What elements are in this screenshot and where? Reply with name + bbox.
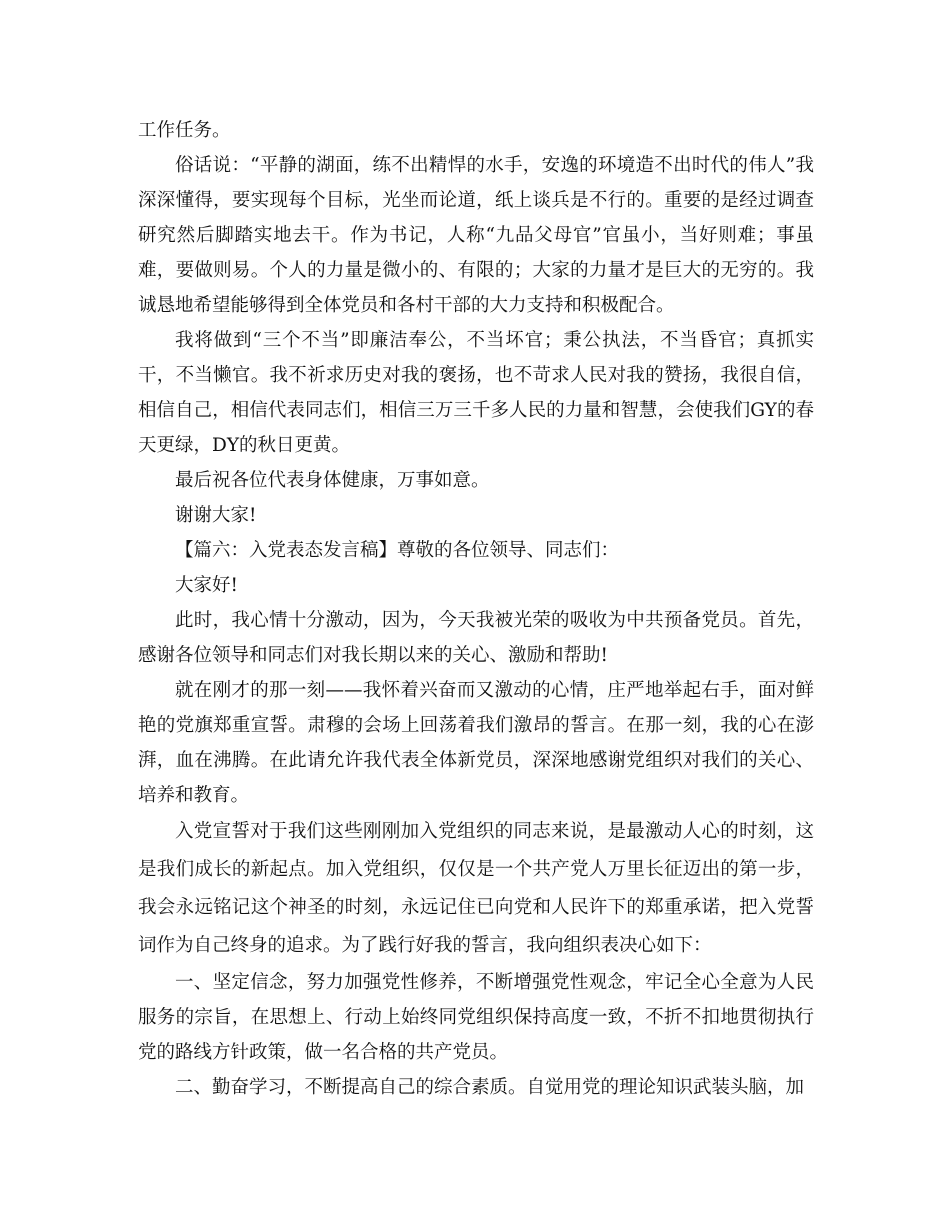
paragraph-11: 一、坚定信念，努力加强党性修养，不断增强党性观念，牢记全心全意为人民服务的宗旨，在思想上、行动上始终同党组织保持高度一致，不折不扣地贯彻执行党的路线方针政策，做一名合格的共产党员。 (138, 972, 814, 1063)
paragraph-5: 谢谢大家! (175, 505, 257, 526)
section-heading: 【篇六：入党表态发言稿】尊敬的各位领导、同志们： (175, 540, 620, 561)
paragraph-10: 入党宣誓对于我们这些刚刚加入党组织的同志来说，是最激动人心的时刻，这是我们成长的新起点。加入党组织，仅仅是一个共产党人万里长征迈出的第一步，我会永远铭记这个神圣的时刻，永远记住已向党和人民许下的郑重承诺，把入党誓词作为自己终身的追求。为了践行好我的誓言，我向组织表决心如下： (138, 821, 814, 956)
document-body (138, 113, 814, 1105)
paragraph-12: 二、勤奋学习，不断提高自己的综合素质。自觉用党的理论知识武装头脑，加 (175, 1077, 805, 1098)
paragraph-3: 我将做到“三个不当”即廉洁奉公，不当坏官；秉公执法，不当昏官；真抓实干，不当懒官。我不祈求历史对我的褒扬，也不苛求人民对我的赞扬，我很自信，相信自己，相信代表同志们，相信三万三千多人民的力量和智慧，会使我们GY的春天更绿，DY的秋日更黄。 (138, 330, 814, 456)
paragraph-1: 工作任务。 (138, 120, 231, 141)
paragraph-8: 此时，我心情十分激动，因为，今天我被光荣的吸收为中共预备党员。首先，感谢各位领导和同志们对我长期以来的关心、激励和帮助! (138, 610, 814, 666)
paragraph-9: 就在刚才的那一刻——我怀着兴奋而又激动的心情，庄严地举起右手，面对鲜艳的党旗郑重宣誓。肃穆的会场上回荡着我们激昂的誓言。在那一刻，我的心在澎湃，血在沸腾。在此请允许我代表全体新党员，深深地感谢党组织对我们的关心、培养和教育。 (138, 680, 814, 806)
paragraph-7: 大家好! (175, 575, 238, 596)
paragraph-2: 俗话说：“平静的湖面，练不出精悍的水手，安逸的环境造不出时代的伟人”我深深懂得，要实现每个目标，光坐而论道，纸上谈兵是不行的。重要的是经过调查研究然后脚踏实地去干。作为书记，人称“九品父母官”官虽小，当好则难；事虽难，要做则易。个人的力量是微小的、有限的；大家的力量才是巨大的无穷的。我诚恳地希望能够得到全体党员和各村干部的大力支持和积极配合。 (138, 155, 814, 316)
paragraph-4: 最后祝各位代表身体健康，万事如意。 (175, 470, 490, 491)
